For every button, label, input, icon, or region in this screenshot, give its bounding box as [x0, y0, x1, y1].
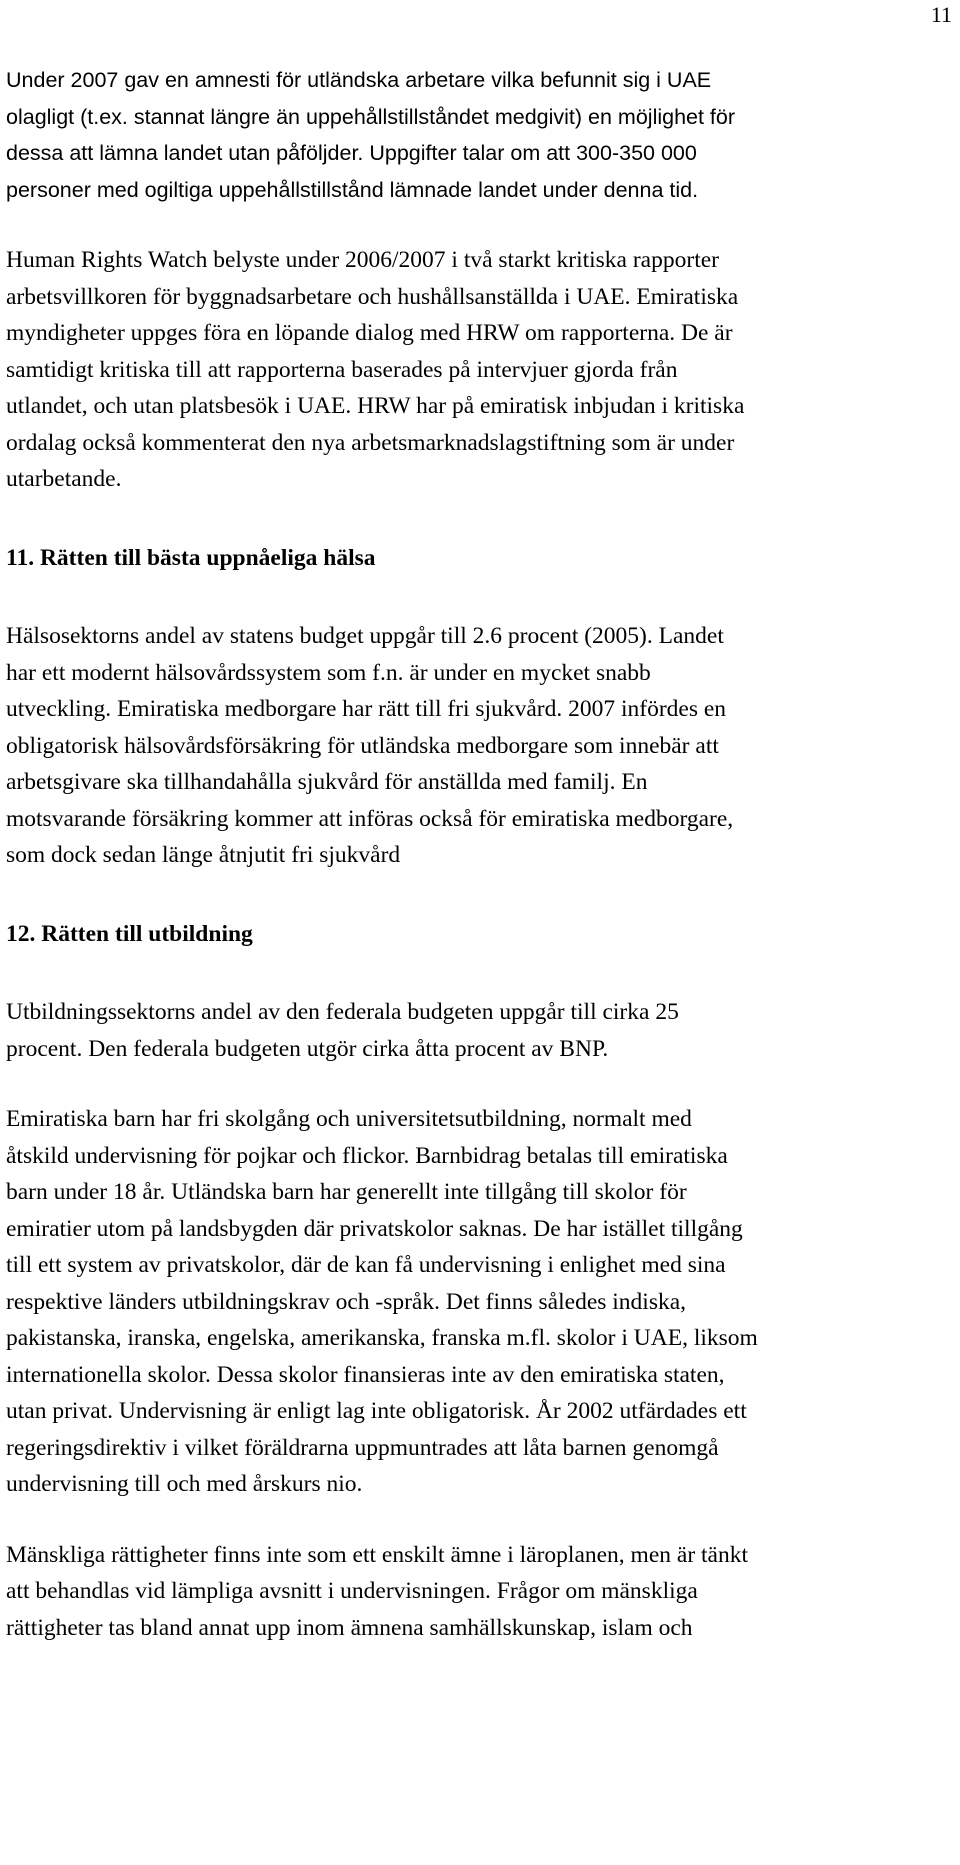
- paragraph-schools: Emiratiska barn har fri skolgång och universitetsutbildning, normalt med åtskild undervisning för pojkar och flickor. Barnbidrag betalas till emiratiska barn under 18 år. Utländska barn har generellt inte tillgång till skolor för emiratier utom på landsbygden där privatskolor saknas. De har istället tillgång till ett system av privatskolor, där de kan få undervisning i enlighet med sina respektive länders utbildningskrav och -språk. Det finns således indiska, pakistanska, iranska, engelska, amerikanska, franska m.fl. skolor i UAE, liksom internationella skolor. Dessa skolor finansieras inte av den emiratiska staten, utan privat. Undervisning är enligt lag inte obligatorisk. År 2002 utfärdades ett regeringsdirektiv i vilket föräldrarna uppmuntrades att låta barnen genomgå undervisning till och med årskurs nio.: [6, 1106, 758, 1497]
- spacer: [6, 498, 806, 540]
- spacer: [6, 952, 806, 994]
- spacer: [6, 1503, 806, 1537]
- spacer: [6, 576, 806, 618]
- spacer: [6, 874, 806, 916]
- document-body: [6, 62, 806, 1646]
- paragraph-education-budget: Utbildningssektorns andel av den federala budgeten uppgår till cirka 25 procent. Den federala budgeten utgör cirka åtta procent av BNP.: [6, 999, 679, 1062]
- page-number: 11: [930, 2, 952, 27]
- heading-section-11: 11. Rätten till bästa uppnåeliga hälsa: [6, 544, 376, 571]
- paragraph-human-rights-curriculum: Mänskliga rättigheter finns inte som ett enskilt ämne i läroplanen, men är tänkt att behandlas vid lämpliga avsnitt i undervisningen. Frågor om mänskliga rättigheter tas bland annat upp inom ämnena samhällskunskap, islam och: [6, 1541, 749, 1641]
- spacer: [6, 1067, 806, 1101]
- heading-section-12: 12. Rätten till utbildning: [6, 920, 253, 947]
- paragraph-health: Hälsosektorns andel av statens budget uppgår till 2.6 procent (2005). Landet har ett modernt hälsovårdssystem som f.n. är under en mycket snabb utveckling. Emiratiska medborgare har rätt till fri sjukvård. 2007 infördes en obligatorisk hälsovårdsförsäkring för utländska medborgare som innebär att arbetsgivare ska tillhandahålla sjukvård för anställda med familj. En motsvarande försäkring kommer att införas också för emiratiska medborgare, som dock sedan länge åtnjutit fri sjukvård: [6, 623, 734, 868]
- paragraph-hrw: Human Rights Watch belyste under 2006/2007 i två starkt kritiska rapporter arbetsvillkoren för byggnadsarbetare och hushållsanställda i UAE. Emiratiska myndigheter uppges föra en löpande dialog med HRW om rapporterna. De är samtidigt kritiska till att rapporterna baserades på intervjuer gjorda från utlandet, och utan platsbesök i UAE. HRW har på emiratisk inbjudan i kritiska ordalag också kommenterat den nya arbetsmarknadslagstiftning som är under utarbetande.: [6, 247, 745, 492]
- paragraph-amnesty: Under 2007 gav en amnesti för utländska arbetare vilka befunnit sig i UAE olagligt (t.ex. stannat längre än uppehållstillståndet medgivit) en möjlighet för dessa att lämna landet utan påföljder. Uppgifter talar om att 300-350 000 personer med ogiltiga uppehållstillstånd lämnade landet under denna tid.: [6, 68, 736, 202]
- spacer: [6, 208, 806, 242]
